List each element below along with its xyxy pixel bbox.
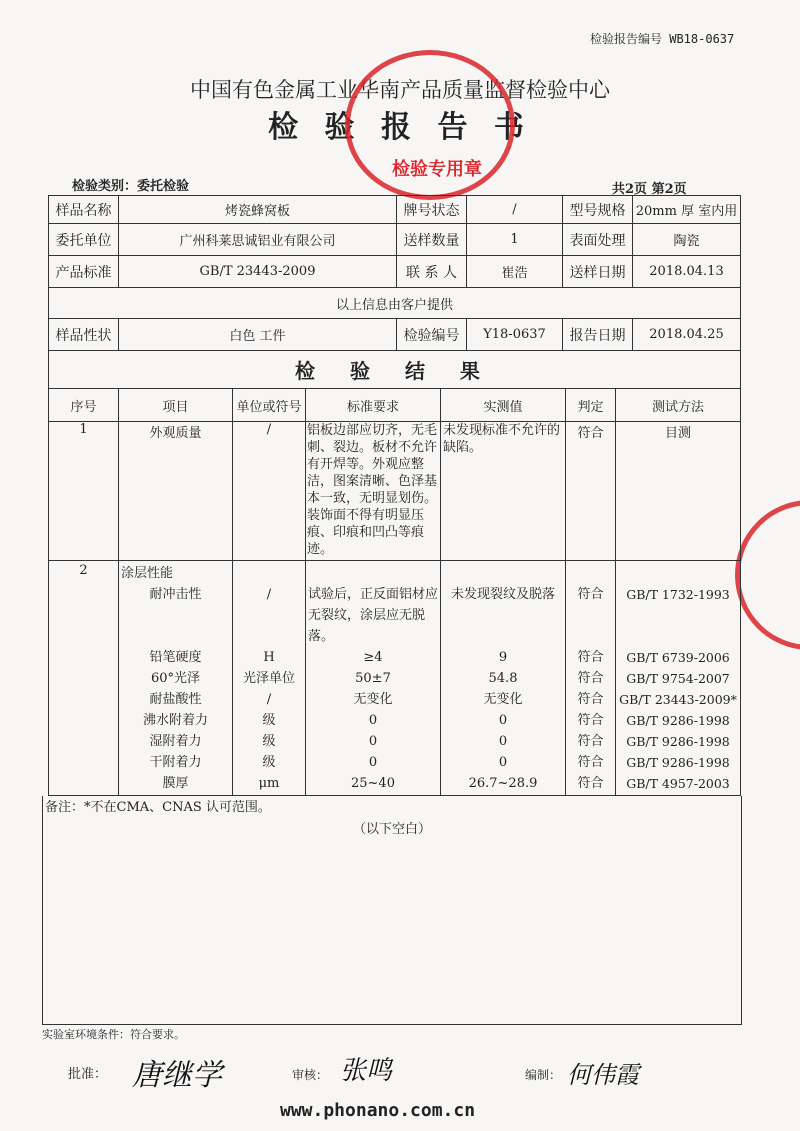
measured-value: 未发现标准不允许的缺陷。 xyxy=(441,422,566,561)
footer-url: www.phonano.com.cn xyxy=(280,1100,476,1121)
value: GB/T 23443-2009 xyxy=(119,256,397,288)
unit-value: 级 xyxy=(262,734,276,749)
item-name: 铅笔硬度 xyxy=(149,650,202,665)
item-name: 沸水附着力 xyxy=(142,713,208,728)
judge-value: 符合 xyxy=(577,671,604,686)
label: 表面处理 xyxy=(563,224,633,256)
info-row xyxy=(49,319,741,351)
value: 广州科莱思诚铝业有限公司 xyxy=(119,224,397,256)
judge-value: 符合 xyxy=(577,755,604,770)
inspection-category: 检验类别：委托检验 xyxy=(72,179,190,194)
unit: / xyxy=(233,422,306,561)
unit-value: μm xyxy=(258,776,280,791)
req-value: 0 xyxy=(368,713,378,728)
editor-label: 编制： xyxy=(525,1068,562,1082)
table-row xyxy=(49,561,741,796)
item: 外观质量 xyxy=(119,422,233,561)
header-cell: 测试方法 xyxy=(616,389,741,422)
requirement: 铝板边部应切齐，无毛刺、裂边。板材不允许有开焊等。外观应整洁，图案清晰、色泽基本一致，无明显划伤。装饰面不得有明显压痕、印痕和凹凸等痕迹。 xyxy=(306,422,441,561)
label: 送样日期 xyxy=(563,256,633,288)
unit-value: 级 xyxy=(262,713,276,728)
review-label: 审核： xyxy=(292,1068,329,1082)
editor-signature: 何伟霞 xyxy=(567,1061,639,1089)
header-cell: 单位或符号 xyxy=(233,389,306,422)
val-value: 9 xyxy=(498,650,508,665)
req-value: 25~40 xyxy=(351,776,395,791)
req-value: 0 xyxy=(368,734,378,749)
method-value: GB/T 6739-2006 xyxy=(626,650,730,665)
sample-info-table xyxy=(48,195,741,389)
approve-label: 批准： xyxy=(68,1067,108,1082)
header-cell: 项目 xyxy=(119,389,233,422)
lab-environment: 实验室环境条件：符合要求。 xyxy=(42,1028,185,1041)
value: 白色 工件 xyxy=(119,319,397,351)
judge-value: 符合 xyxy=(577,776,604,791)
header-cell: 实测值 xyxy=(441,389,566,422)
method-value: GB/T 9286-1998 xyxy=(626,713,730,728)
value: 2018.04.25 xyxy=(633,319,741,351)
value: 2018.04.13 xyxy=(633,256,741,288)
judge-value: 符合 xyxy=(577,734,604,749)
remark: 备注：*不在CMA、CNAS 认可范围。 xyxy=(45,800,271,815)
req-value: 试验后，正反面铝材应无裂纹，涂层应无脱落。 xyxy=(308,587,439,644)
header-cell: 标准要求 xyxy=(306,389,441,422)
method-value: GB/T 1732-1993 xyxy=(626,587,730,602)
test-method: 目测 xyxy=(616,422,741,561)
item-name: 干附着力 xyxy=(149,755,202,770)
req-value: ≥4 xyxy=(363,650,383,665)
results-header xyxy=(49,389,741,422)
unit-value: 级 xyxy=(262,755,276,770)
group-label: 涂层性能 xyxy=(121,566,174,581)
item-name: 耐盐酸性 xyxy=(149,692,202,707)
label: 联 系 人 xyxy=(397,256,467,288)
label: 牌号状态 xyxy=(397,196,467,224)
item-name: 湿附着力 xyxy=(149,734,202,749)
document-title: 检 验 报 告 书 xyxy=(268,110,532,145)
value: 崔浩 xyxy=(467,256,563,288)
info-row xyxy=(49,256,741,288)
table-row xyxy=(49,422,741,561)
value: Y18-0637 xyxy=(467,319,563,351)
row-number: 2 xyxy=(49,561,119,796)
row-number: 1 xyxy=(49,422,119,561)
unit-value: 光泽单位 xyxy=(242,671,295,686)
method-value: GB/T 4957-2003 xyxy=(626,776,730,791)
req-value: 50±7 xyxy=(355,671,391,686)
page-count: 共2页 第2页 xyxy=(612,182,687,197)
item-name: 60°光泽 xyxy=(150,671,201,686)
report-number: 检验报告编号 WB18-0637 xyxy=(590,32,735,46)
val-value: 无变化 xyxy=(483,692,523,707)
judge-value: 符合 xyxy=(577,692,604,707)
header-cell: 判定 xyxy=(566,389,616,422)
header-cell: 序号 xyxy=(49,389,119,422)
item-name: 耐冲击性 xyxy=(149,587,202,602)
value: 20mm 厚 室内用 xyxy=(633,196,741,224)
blank-below: （以下空白） xyxy=(352,822,431,837)
unit-value: / xyxy=(266,692,272,707)
method-value: GB/T 9286-1998 xyxy=(626,755,730,770)
label: 样品性状 xyxy=(49,319,119,351)
value: 陶瓷 xyxy=(633,224,741,256)
results-table xyxy=(48,388,741,796)
report-body xyxy=(0,195,800,1042)
val-value: 未发现裂纹及脱落 xyxy=(450,587,555,602)
judgement: 符合 xyxy=(566,422,616,561)
req-value: 无变化 xyxy=(353,692,393,707)
label: 报告日期 xyxy=(563,319,633,351)
unit-value: H xyxy=(263,650,275,665)
label: 检验编号 xyxy=(397,319,467,351)
stamp-text: 检验专用章 xyxy=(392,159,482,180)
method-value: GB/T 23443-2009* xyxy=(619,692,737,707)
val-value: 0 xyxy=(498,734,508,749)
label: 送样数量 xyxy=(397,224,467,256)
info-row xyxy=(49,196,741,224)
method-value: GB/T 9286-1998 xyxy=(626,734,730,749)
value: 1 xyxy=(467,224,563,256)
label: 样品名称 xyxy=(49,196,119,224)
judge-value: 符合 xyxy=(577,587,604,602)
label: 委托单位 xyxy=(49,224,119,256)
unit-value: / xyxy=(266,587,272,602)
info-row xyxy=(49,224,741,256)
organization-name: 中国有色金属工业华南产品质量监督检验中心 xyxy=(190,78,610,102)
value: 烤瓷蜂窝板 xyxy=(119,196,397,224)
method-value: GB/T 9754-2007 xyxy=(626,671,730,686)
val-value: 0 xyxy=(498,755,508,770)
value: / xyxy=(467,196,563,224)
label: 型号规格 xyxy=(563,196,633,224)
val-value: 26.7~28.9 xyxy=(468,776,538,791)
results-title: 检 验 结 果 xyxy=(49,351,741,389)
client-info-note: 以上信息由客户提供 xyxy=(49,288,741,319)
judge-value: 符合 xyxy=(577,713,604,728)
val-value: 0 xyxy=(498,713,508,728)
approver-signature: 唐继学 xyxy=(132,1058,222,1093)
reviewer-signature: 张鸣 xyxy=(340,1056,393,1086)
req-value: 0 xyxy=(368,755,378,770)
item-name: 膜厚 xyxy=(162,776,189,791)
remarks-box xyxy=(42,796,742,1025)
judge-value: 符合 xyxy=(577,650,604,665)
val-value: 54.8 xyxy=(488,671,518,686)
label: 产品标准 xyxy=(49,256,119,288)
